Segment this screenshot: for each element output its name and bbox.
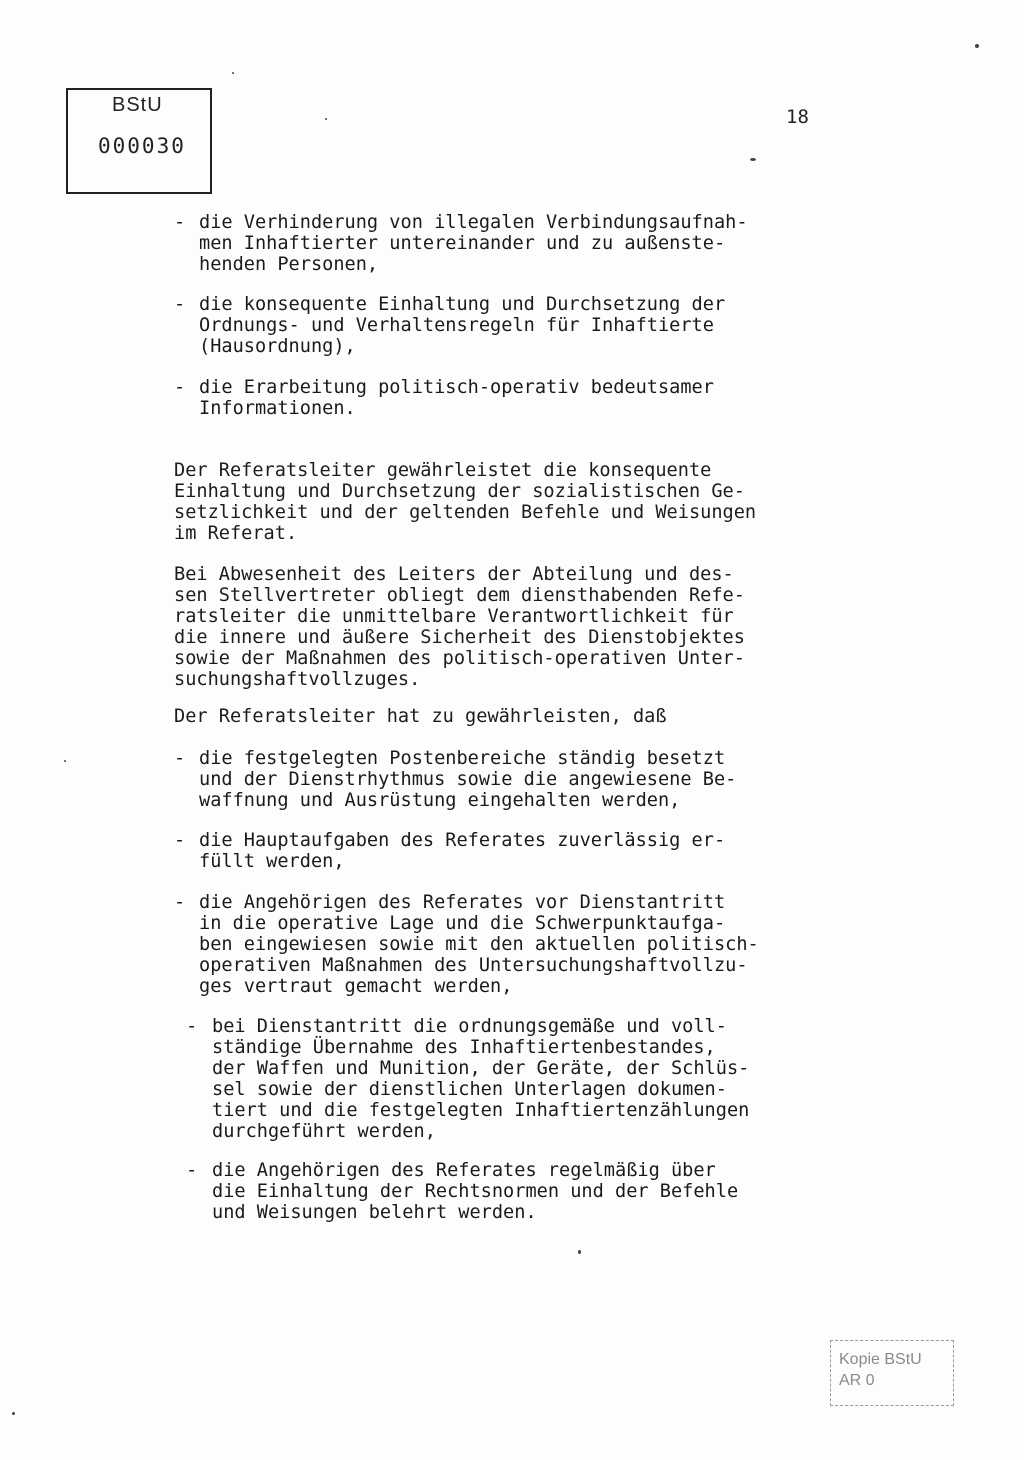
scan-speck xyxy=(12,1412,15,1415)
stamp-number: 000030 xyxy=(98,134,186,158)
bullet-dash: - xyxy=(174,377,186,398)
paragraph: Der Referatsleiter gewährleistet die konsequente Einhaltung und Durchsetzung der sozialistischen Ge- setzlichkeit und der geltenden Befehle und Weisungen im Referat. xyxy=(174,460,757,544)
copy-stamp-text: Kopie BStU AR 0 xyxy=(839,1351,922,1389)
bullet-text: die Angehörigen des Referates vor Dienstantritt in die operative Lage und die Schwerpunktaufga- ben eingewiesen sowie mit den aktuellen politisch- operativen Maßnahmen des Untersuchungshaftvollzu- ges vertraut gemacht werden, xyxy=(199,892,759,997)
scan-speck xyxy=(750,158,756,161)
page-number: 18 xyxy=(786,106,809,128)
bullet-dash: - xyxy=(174,830,186,851)
bullet-dash: - xyxy=(174,892,186,913)
paragraph: Bei Abwesenheit des Leiters der Abteilung und des- sen Stellvertreter obliegt dem diensthabenden Refe- ratsleiter die unmittelbare Verantwortlichkeit für die innere und äußere Sicherheit des Dienstobjektes sowie der Maßnahmen des politisch-operativen Unter- suchungshaftvollzuges. xyxy=(174,564,745,690)
bullet-text: die Erarbeitung politisch-operativ bedeutsamer Informationen. xyxy=(199,377,714,419)
bullet-dash: - xyxy=(174,748,186,769)
scan-speck xyxy=(64,760,66,762)
copy-stamp xyxy=(830,1340,954,1406)
bullet-text: die Verhinderung von illegalen Verbindungsaufnah- men Inhaftierter untereinander und zu außenste- henden Personen, xyxy=(199,212,748,275)
archive-stamp xyxy=(66,88,212,194)
stamp-label: BStU xyxy=(112,94,163,116)
bullet-dash: - xyxy=(174,212,186,233)
bullet-dash: - xyxy=(174,294,186,315)
bullet-text: die festgelegten Postenbereiche ständig besetzt und der Dienstrhythmus sowie die angewiesene Be- waffnung und Ausrüstung eingehalten werden, xyxy=(199,748,737,811)
scan-speck xyxy=(232,72,234,74)
bullet-text: bei Dienstantritt die ordnungsgemäße und voll- ständige Übernahme des Inhaftiertenbestandes, der Waffen und Munition, der Geräte, der Schlüs- sel sowie der dienstlichen Unterlagen dokumen- tiert und die festgelegten Inhaftiertenzählungen durchgeführt werden, xyxy=(212,1016,750,1142)
scan-speck xyxy=(578,1250,581,1254)
scan-speck xyxy=(325,118,327,120)
paragraph: Der Referatsleiter hat zu gewährleisten, daß xyxy=(174,706,667,727)
scan-speck xyxy=(975,44,979,48)
bullet-dash: - xyxy=(186,1160,198,1181)
bullet-text: die Angehörigen des Referates regelmäßig über die Einhaltung der Rechtsnormen und der Befehle und Weisungen belehrt werden. xyxy=(212,1160,739,1223)
bullet-text: die konsequente Einhaltung und Durchsetzung der Ordnungs- und Verhaltensregeln für Inhaftierte (Hausordnung), xyxy=(199,294,726,357)
bullet-text: die Hauptaufgaben des Referates zuverlässig er- füllt werden, xyxy=(199,830,726,872)
bullet-dash: - xyxy=(186,1016,198,1037)
